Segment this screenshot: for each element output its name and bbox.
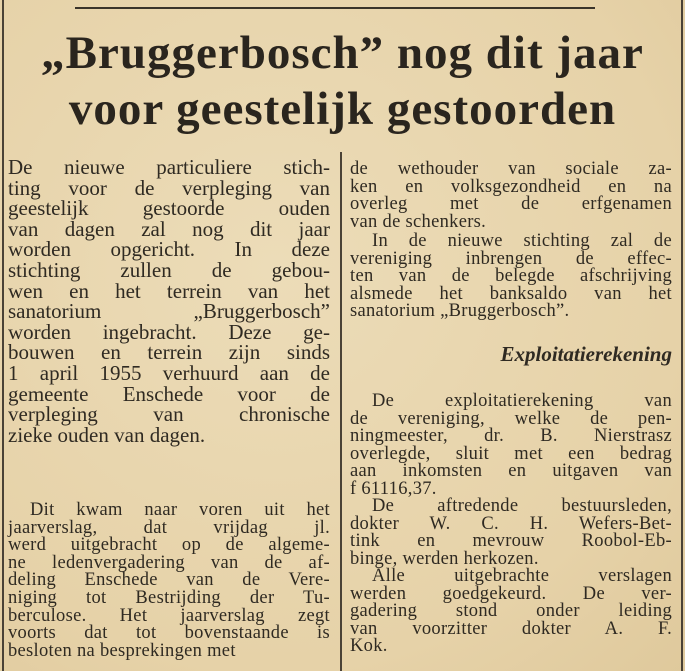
text-line: In de nieuwe stichting zal de [372,231,672,251]
subheading: Exploitatierekening [500,342,672,366]
text-line: Dit kwam naar voren uit het [30,500,330,520]
text-line: gadering stond onder leiding [350,601,672,621]
text-line: gemeente Enschede voor de [8,381,330,406]
text-line: de vereniging, welke de pen- [350,408,672,429]
text-line: De aftredende bestuursleden, [372,496,672,516]
text-line: sanatorium „Bruggerbosch”. [350,301,570,321]
text-line: stichting zullen de gebou- [8,258,330,282]
text-line: overleg met de erfgenamen [350,194,672,214]
text-line: tink en mevrouw Roobol-Eb- [350,531,672,551]
text-line: ting voor de verpleging van [8,175,330,200]
text-line: de wethouder van sociale za- [350,159,672,179]
column-divider [340,152,342,671]
text-line: werden goedgekeurd. De ver- [350,583,672,604]
text-line: overlegde, sluit met een bedrag [350,443,672,464]
text-line: f 61116,37. [350,478,437,499]
text-line: 1 april 1955 verhuurd aan de [8,361,330,385]
headline-line-2: voor geestelijk gestoorden [68,83,617,135]
text-line: besloten na besprekingen met [8,640,236,661]
text-line: binge, werden herkozen. [350,548,539,569]
text-line: De exploitatierekening van [372,391,672,411]
headline-line-1: „Bruggerbosch” nog dit jaar [41,27,644,79]
text-line: berculose. Het jaarverslag zegt [8,605,330,626]
text-line: sanatorium „Bruggerbosch” [8,299,330,324]
text-line: alsmede het banksaldo van het [350,283,672,304]
text-line: verpleging van chronische [8,402,330,427]
text-line: niging tot Bestrijding der Tu- [8,588,330,608]
text-line: ken en volksgezondheid en na [350,176,672,197]
text-line: van de schenkers. [350,211,487,232]
text-line: De nieuwe particuliere stich- [8,155,330,179]
top-rule [75,7,595,9]
text-line: ne ledenvergadering van de af- [8,552,330,573]
text-line: dokter W. C. H. Wefers-Bet- [350,513,672,534]
text-line: jaarverslag, dat vrijdag jl. [8,517,330,538]
text-line: van voorzitter dokter A. F. [350,618,672,639]
text-line: Alle uitgebrachte verslagen [372,566,672,586]
text-line: werd uitgebracht op de algeme- [8,535,330,556]
text-line: ningmeester, dr. B. Nierstrasz [350,426,672,446]
text-line: ten van de belegde afschrijving [350,266,672,286]
text-line: aan inkomsten en uitgaven van [350,461,672,481]
text-line: worden opgericht. In deze [8,237,330,262]
text-line: worden ingebracht. Deze ge- [8,319,330,344]
text-line: geestelijk gestoorde ouden [8,196,330,221]
text-line: wen en het terrein van het [8,278,330,303]
text-line: Kok. [350,636,388,656]
text-line: voorts dat tot bovenstaande is [8,623,330,644]
text-line: van dagen zal nog dit jaar [8,216,330,241]
text-line: deling Enschede van de Vere- [8,570,330,591]
text-line: zieke ouden van dagen. [8,422,206,447]
text-line: vereniging inbrengen de effec- [350,248,672,269]
text-line: bouwen en terrein zijn sinds [8,340,330,365]
